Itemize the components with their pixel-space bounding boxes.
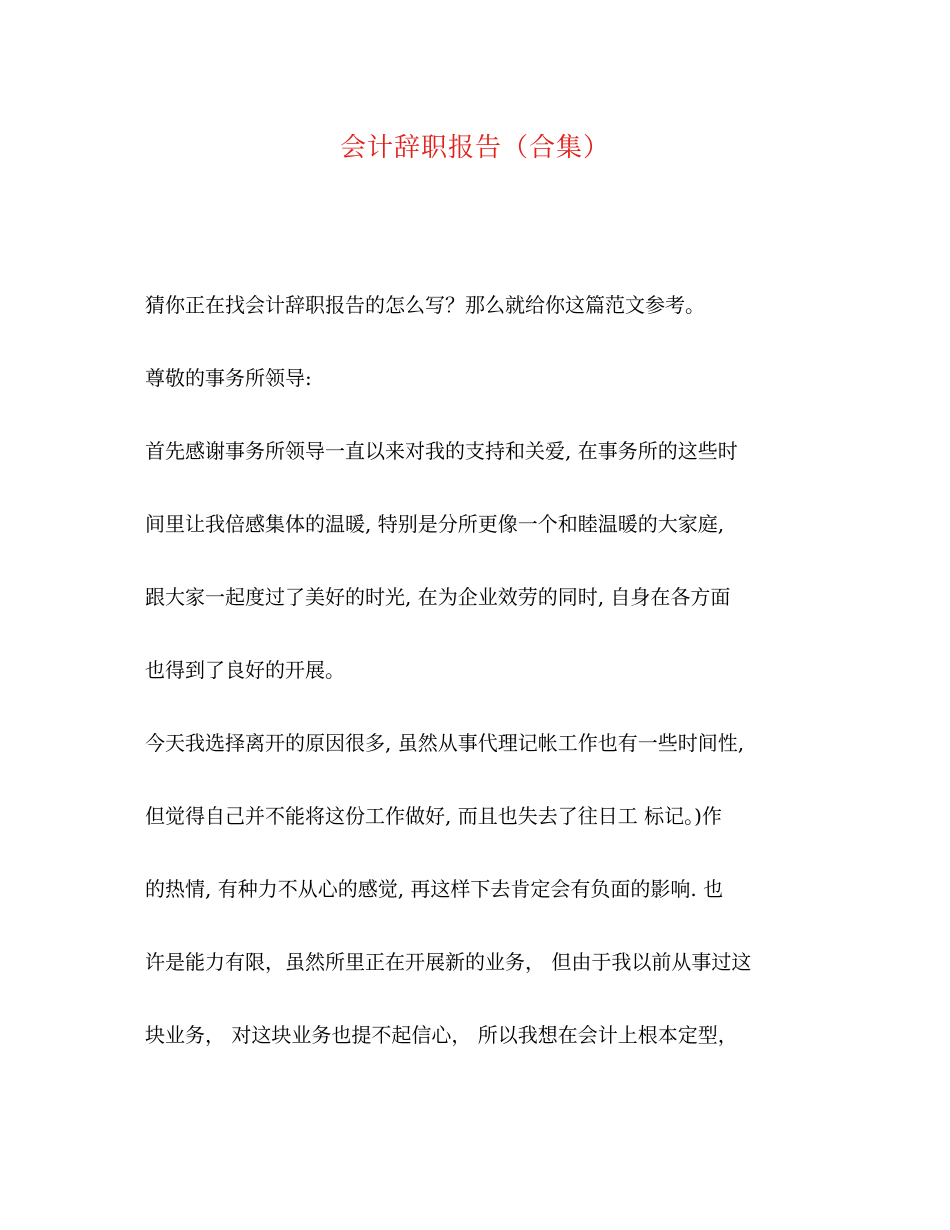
body-line: 尊敬的事务所领导:	[145, 366, 312, 390]
body-line: 间里让我倍感集体的温暖, 特别是分所更像一个和睦温暖的大家庭,	[145, 512, 725, 536]
document-title: 会计辞职报告（合集）	[339, 133, 610, 163]
body-line: 今天我选择离开的原因很多, 虽然从事代理记帐工作也有一些时间性,	[145, 731, 745, 755]
body-line: 跟大家一起度过了美好的时光, 在为企业效劳的同时, 自身在各方面	[145, 585, 731, 609]
body-line: 也得到了良好的开展。	[145, 658, 345, 682]
body-line: 块业务， 对这块业务也提不起信心， 所以我想在会计上根本定型，	[145, 1023, 738, 1047]
body-line: 首先感谢事务所领导一直以来对我的支持和关爱, 在事务所的这些时	[145, 439, 738, 463]
body-line: 但觉得自己并不能将这份工作做好, 而且也失去了往日工 标记。)作	[145, 804, 722, 828]
body-line: 的热情, 有种力不从心的感觉, 再这样下去肯定会有负面的影响. 也	[145, 877, 724, 901]
body-line: 许是能力有限，虽然所里正在开展新的业务， 但由于我以前从事过这	[145, 950, 752, 974]
body-line: 猜你正在找会计辞职报告的怎么写？那么就给你这篇范文参考。	[145, 293, 705, 317]
